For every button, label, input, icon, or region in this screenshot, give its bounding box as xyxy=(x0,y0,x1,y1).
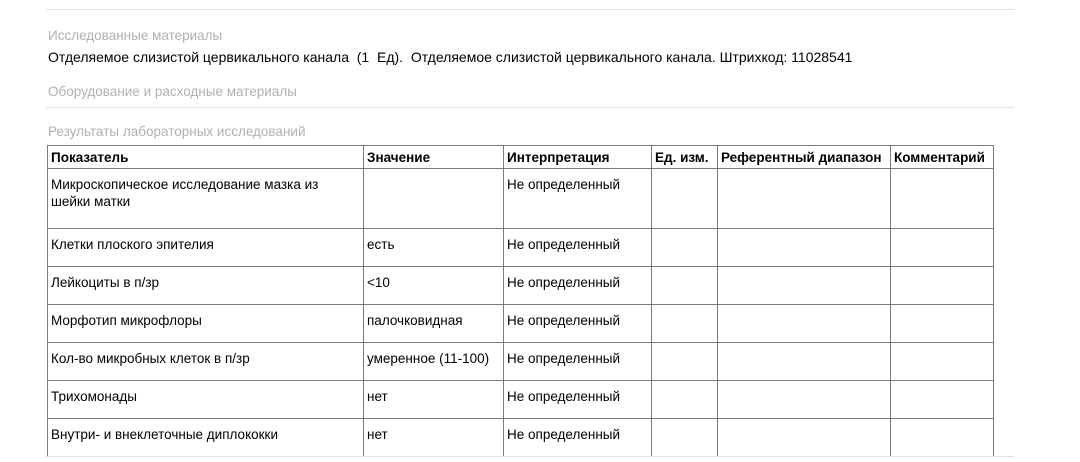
indicator-cell: Клетки плоского эпителия xyxy=(48,229,364,267)
table-row xyxy=(48,229,994,267)
indicator-cell: Морфотип микрофлоры xyxy=(48,305,364,343)
comment-cell xyxy=(891,419,994,457)
interpretation-cell: Не определенный xyxy=(504,419,652,457)
unit-cell xyxy=(652,267,718,305)
results-section-label: Результаты лабораторных исследований xyxy=(48,124,306,139)
comment-cell xyxy=(891,305,994,343)
interpretation-cell: Не определенный xyxy=(504,305,652,343)
equipment-divider xyxy=(46,107,1014,108)
interpretation-cell: Не определенный xyxy=(504,267,652,305)
comment-cell xyxy=(891,381,994,419)
unit-cell xyxy=(652,381,718,419)
indicator-cell: Лейкоциты в п/зр xyxy=(48,267,364,305)
table-row xyxy=(48,343,994,381)
materials-section-label: Исследованные материалы xyxy=(48,28,223,43)
unit-cell xyxy=(652,343,718,381)
interpretation-cell: Не определенный xyxy=(504,169,652,229)
value-cell: нет xyxy=(364,381,504,419)
table-row xyxy=(48,419,994,457)
indicator-cell: Внутри- и внеклеточные диплококки xyxy=(48,419,364,457)
unit-cell xyxy=(652,169,718,229)
materials-description: Отделяемое слизистой цервикального канала (1 Ед). Отделяемое слизистой цервикального канала. Штрихкод: 11028541 xyxy=(48,49,853,65)
top-divider xyxy=(46,9,1014,10)
comment-cell xyxy=(891,343,994,381)
interpretation-cell: Не определенный xyxy=(504,229,652,267)
value-cell: нет xyxy=(364,419,504,457)
table-row xyxy=(48,305,994,343)
unit-cell xyxy=(652,419,718,457)
reference-cell xyxy=(718,305,891,343)
table-header-row xyxy=(48,146,994,169)
value-cell xyxy=(364,169,504,229)
unit-cell xyxy=(652,305,718,343)
column-header-unit: Ед. изм. xyxy=(652,146,718,169)
comment-cell xyxy=(891,267,994,305)
comment-cell xyxy=(891,169,994,229)
table-row xyxy=(48,381,994,419)
column-header-comment: Комментарий xyxy=(891,146,994,169)
column-header-interpretation: Интерпретация xyxy=(504,146,652,169)
indicator-cell: Микроскопическое исследование мазка из шейки матки xyxy=(48,169,364,229)
value-cell: <10 xyxy=(364,267,504,305)
table-row xyxy=(48,267,994,305)
value-cell: палочковидная xyxy=(364,305,504,343)
interpretation-cell: Не определенный xyxy=(504,381,652,419)
column-header-reference: Референтный диапазон xyxy=(718,146,891,169)
reference-cell xyxy=(718,229,891,267)
equipment-section-label: Оборудование и расходные материалы xyxy=(48,84,297,99)
value-cell: есть xyxy=(364,229,504,267)
results-table xyxy=(47,145,994,457)
value-cell: умеренное (11-100) xyxy=(364,343,504,381)
comment-cell xyxy=(891,229,994,267)
interpretation-cell: Не определенный xyxy=(504,343,652,381)
column-header-indicator: Показатель xyxy=(48,146,364,169)
reference-cell xyxy=(718,343,891,381)
column-header-value: Значение xyxy=(364,146,504,169)
table-row xyxy=(48,169,994,229)
indicator-cell: Кол-во микробных клеток в п/зр xyxy=(48,343,364,381)
reference-cell xyxy=(718,419,891,457)
unit-cell xyxy=(652,229,718,267)
reference-cell xyxy=(718,267,891,305)
reference-cell xyxy=(718,381,891,419)
bottom-divider xyxy=(46,456,1014,457)
indicator-cell: Трихомонады xyxy=(48,381,364,419)
reference-cell xyxy=(718,169,891,229)
